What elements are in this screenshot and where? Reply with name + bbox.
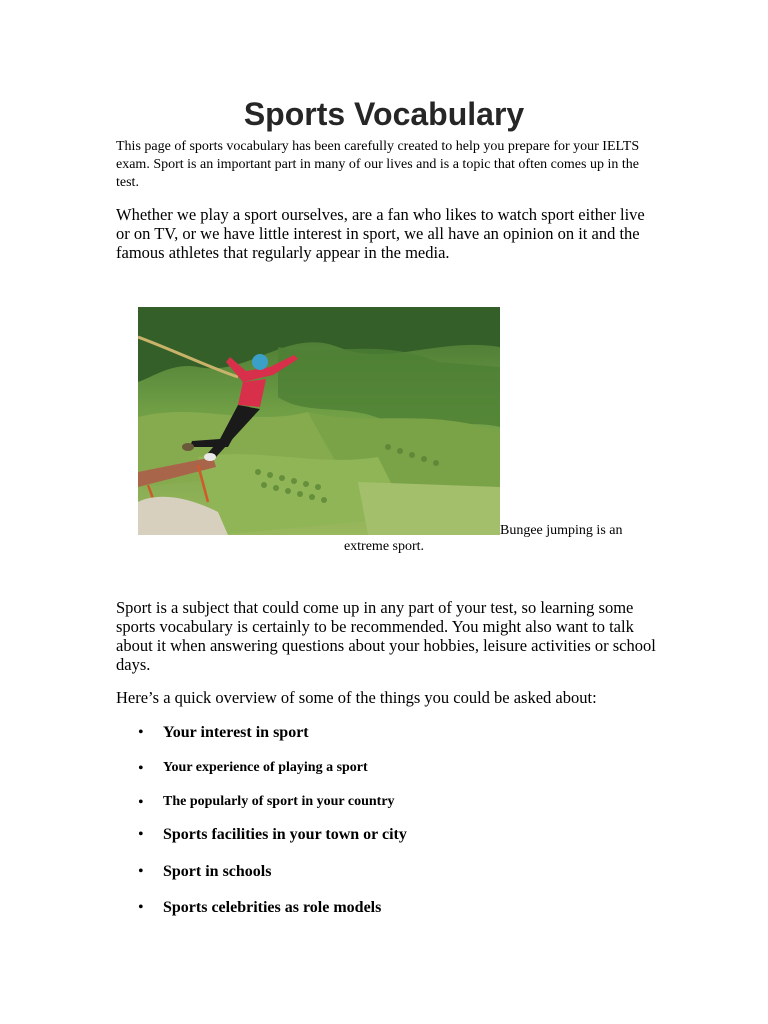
intro-paragraph: This page of sports vocabulary has been carefully created to help you prepare for your IELTS exam. Sport is an important part in many of our lives and is a topic that often comes up in the test. — [116, 139, 640, 190]
bullet-icon: • — [138, 760, 144, 777]
list-item-text: The popularly of sport in your country — [163, 794, 395, 809]
test-paragraph: Sport is a subject that could come up in any part of your test, so learning some sports vocabulary is certainly to be recommended. You might also want to talk about it when answering questions about your hobbies, leisure activities or school days. — [116, 598, 656, 674]
bullet-icon: • — [138, 826, 144, 843]
bullet-icon: • — [138, 899, 144, 916]
list-item-text: Your experience of playing a sport — [163, 760, 368, 775]
opinion-paragraph: Whether we play a sport ourselves, are a fan who likes to watch sport either live or on TV, or we have little interest in sport, we all have an opinion on it and the famous athletes that regularly appear in the media. — [116, 205, 645, 262]
image-caption-part-1: Bungee jumping is an — [500, 523, 623, 538]
overview-paragraph: Here’s a quick overview of some of the things you could be asked about: — [116, 688, 597, 707]
bullet-icon: • — [138, 863, 144, 880]
bullet-icon: • — [138, 724, 144, 741]
page-title: Sports Vocabulary — [243, 96, 525, 132]
list-item-text: Sports celebrities as role models — [163, 899, 382, 916]
list-item-text: Sports facilities in your town or city — [163, 826, 407, 843]
bullet-icon: • — [138, 794, 144, 811]
bungee-jumping-photo — [138, 307, 500, 535]
list-item-text: Your interest in sport — [163, 724, 309, 741]
bungee-jumping-illustration — [138, 307, 500, 535]
list-item-text: Sport in schools — [163, 863, 272, 880]
image-caption-part-2: extreme sport. — [343, 539, 425, 554]
